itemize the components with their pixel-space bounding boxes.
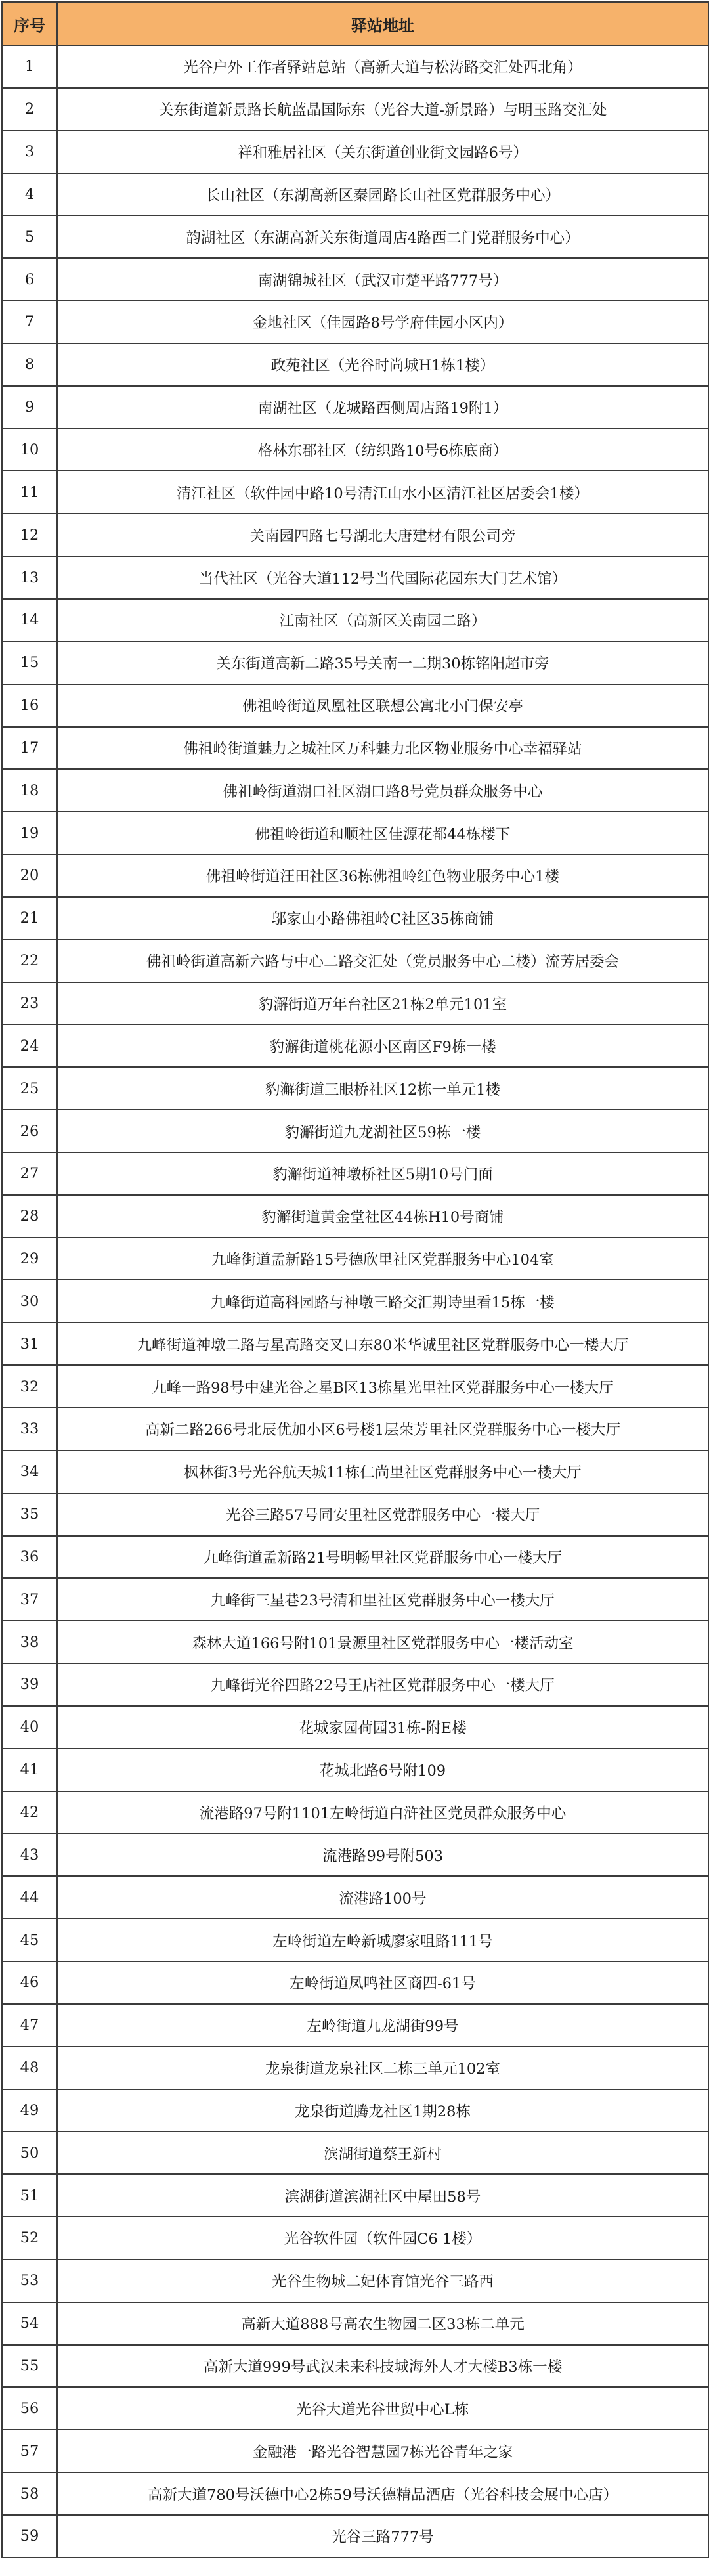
table-body bbox=[2, 45, 708, 2558]
table-row bbox=[2, 642, 708, 684]
row-address: 光谷生物城二妃体育馆光谷三路西 bbox=[57, 2259, 708, 2302]
table-row bbox=[2, 2174, 708, 2217]
table-row bbox=[2, 2131, 708, 2174]
table-row bbox=[2, 812, 708, 854]
table-row bbox=[2, 1876, 708, 1919]
table-row bbox=[2, 258, 708, 301]
row-number: 28 bbox=[2, 1195, 57, 1238]
row-number: 4 bbox=[2, 173, 57, 216]
row-number: 15 bbox=[2, 642, 57, 684]
table-row bbox=[2, 1238, 708, 1280]
table-row bbox=[2, 940, 708, 982]
row-address: 流港路97号附1101左岭街道白浒社区党员群众服务中心 bbox=[57, 1791, 708, 1834]
row-address: 祥和雅居社区（关东街道创业街文园路6号） bbox=[57, 131, 708, 173]
row-address: 豹澥街道神墩桥社区5期10号门面 bbox=[57, 1152, 708, 1195]
table-row bbox=[2, 769, 708, 812]
row-number: 33 bbox=[2, 1408, 57, 1451]
table-row bbox=[2, 599, 708, 642]
table-row bbox=[2, 1791, 708, 1834]
row-number: 19 bbox=[2, 812, 57, 854]
row-address: 佛祖岭街道凤凰社区联想公寓北小门保安亭 bbox=[57, 684, 708, 727]
table-header-row bbox=[2, 2, 708, 45]
header-no: 序号 bbox=[2, 2, 57, 45]
row-number: 54 bbox=[2, 2302, 57, 2345]
row-address: 滨湖街道滨湖社区中屋田58号 bbox=[57, 2174, 708, 2217]
table-row bbox=[2, 2472, 708, 2515]
table-row bbox=[2, 2089, 708, 2132]
row-address: 江南社区（高新区关南园二路） bbox=[57, 599, 708, 642]
table-row bbox=[2, 1067, 708, 1110]
row-address: 佛祖岭街道高新六路与中心二路交汇处（党员服务中心二楼）流芳居委会 bbox=[57, 940, 708, 982]
row-address: 佛祖岭街道湖口社区湖口路8号党员群众服务中心 bbox=[57, 769, 708, 812]
table-row bbox=[2, 1280, 708, 1322]
row-number: 17 bbox=[2, 727, 57, 770]
row-address: 高新大道999号武汉未来科技城海外人才大楼B3栋一楼 bbox=[57, 2345, 708, 2388]
table-row bbox=[2, 897, 708, 940]
row-address: 流港路99号附503 bbox=[57, 1833, 708, 1876]
table-row bbox=[2, 1024, 708, 1067]
table-row bbox=[2, 684, 708, 727]
row-number: 5 bbox=[2, 215, 57, 258]
table-row bbox=[2, 386, 708, 429]
row-number: 7 bbox=[2, 301, 57, 343]
table-row bbox=[2, 2430, 708, 2472]
row-address: 九峰街道孟新路15号德欣里社区党群服务中心104室 bbox=[57, 1238, 708, 1280]
row-address: 龙泉街道腾龙社区1期28栋 bbox=[57, 2089, 708, 2132]
table-row bbox=[2, 513, 708, 556]
row-number: 47 bbox=[2, 2004, 57, 2047]
table-row bbox=[2, 1706, 708, 1749]
row-number: 29 bbox=[2, 1238, 57, 1280]
table-row bbox=[2, 131, 708, 173]
row-address: 佛祖岭街道和顺社区佳源花都44栋楼下 bbox=[57, 812, 708, 854]
row-number: 26 bbox=[2, 1110, 57, 1152]
row-number: 8 bbox=[2, 343, 57, 386]
row-number: 30 bbox=[2, 1280, 57, 1322]
row-number: 36 bbox=[2, 1536, 57, 1579]
row-address: 光谷三路777号 bbox=[57, 2515, 708, 2558]
row-number: 56 bbox=[2, 2387, 57, 2430]
row-number: 35 bbox=[2, 1493, 57, 1536]
table-row bbox=[2, 1833, 708, 1876]
row-number: 11 bbox=[2, 471, 57, 513]
table-row bbox=[2, 2004, 708, 2047]
row-address: 南湖锦城社区（武汉市楚平路777号） bbox=[57, 258, 708, 301]
row-number: 40 bbox=[2, 1706, 57, 1749]
table-row bbox=[2, 2047, 708, 2089]
table-row bbox=[2, 88, 708, 131]
row-address: 流港路100号 bbox=[57, 1876, 708, 1919]
row-number: 45 bbox=[2, 1919, 57, 1961]
row-number: 59 bbox=[2, 2515, 57, 2558]
row-number: 14 bbox=[2, 599, 57, 642]
row-number: 20 bbox=[2, 854, 57, 897]
row-address: 佛祖岭街道汪田社区36栋佛祖岭红色物业服务中心1楼 bbox=[57, 854, 708, 897]
header-address: 驿站地址 bbox=[57, 2, 708, 45]
row-address: 豹澥街道九龙湖社区59栋一楼 bbox=[57, 1110, 708, 1152]
row-address: 韵湖社区（东湖高新关东街道周店4路西二门党群服务中心） bbox=[57, 215, 708, 258]
row-number: 21 bbox=[2, 897, 57, 940]
row-address: 格林东郡社区（纺织路10号6栋底商） bbox=[57, 429, 708, 471]
row-address: 邬家山小路佛祖岭C社区35栋商铺 bbox=[57, 897, 708, 940]
row-number: 12 bbox=[2, 513, 57, 556]
table-row bbox=[2, 982, 708, 1025]
row-number: 31 bbox=[2, 1322, 57, 1365]
row-number: 32 bbox=[2, 1365, 57, 1408]
row-address: 南湖社区（龙城路西侧周店路19附1） bbox=[57, 386, 708, 429]
row-address: 金地社区（佳园路8号学府佳园小区内） bbox=[57, 301, 708, 343]
row-number: 18 bbox=[2, 769, 57, 812]
row-address: 光谷三路57号同安里社区党群服务中心一楼大厅 bbox=[57, 1493, 708, 1536]
table-row bbox=[2, 1578, 708, 1621]
row-number: 6 bbox=[2, 258, 57, 301]
row-number: 16 bbox=[2, 684, 57, 727]
row-address: 高新二路266号北辰优加小区6号楼1层荣芳里社区党群服务中心一楼大厅 bbox=[57, 1408, 708, 1451]
table-row bbox=[2, 854, 708, 897]
row-number: 39 bbox=[2, 1663, 57, 1706]
table-row bbox=[2, 343, 708, 386]
row-number: 42 bbox=[2, 1791, 57, 1834]
table-row bbox=[2, 215, 708, 258]
row-address: 九峰街三星巷23号清和里社区党群服务中心一楼大厅 bbox=[57, 1578, 708, 1621]
row-address: 左岭街道凤鸣社区商四-61号 bbox=[57, 1961, 708, 2004]
row-address: 花城北路6号附109 bbox=[57, 1749, 708, 1791]
row-number: 55 bbox=[2, 2345, 57, 2388]
table-row bbox=[2, 2302, 708, 2345]
row-address: 九峰街光谷四路22号王店社区党群服务中心一楼大厅 bbox=[57, 1663, 708, 1706]
row-address: 光谷户外工作者驿站总站（高新大道与松涛路交汇处西北角） bbox=[57, 45, 708, 88]
row-address: 左岭街道左岭新城廖家咀路111号 bbox=[57, 1919, 708, 1961]
row-number: 53 bbox=[2, 2259, 57, 2302]
table-row bbox=[2, 1322, 708, 1365]
row-number: 3 bbox=[2, 131, 57, 173]
table-row bbox=[2, 1195, 708, 1238]
row-address: 枫林街3号光谷航天城11栋仁尚里社区党群服务中心一楼大厅 bbox=[57, 1451, 708, 1493]
row-address: 九峰街道孟新路21号明畅里社区党群服务中心一楼大厅 bbox=[57, 1536, 708, 1579]
row-address: 高新大道780号沃德中心2栋59号沃德精品酒店（光谷科技会展中心店） bbox=[57, 2472, 708, 2515]
table-row bbox=[2, 1621, 708, 1663]
table-row bbox=[2, 727, 708, 770]
table-row bbox=[2, 1536, 708, 1579]
table-row bbox=[2, 1663, 708, 1706]
row-address: 关东街道新景路长航蓝晶国际东（光谷大道-新景路）与明玉路交汇处 bbox=[57, 88, 708, 131]
table-row bbox=[2, 1961, 708, 2004]
table-row bbox=[2, 1749, 708, 1791]
row-address: 豹澥街道万年台社区21栋2单元101室 bbox=[57, 982, 708, 1025]
row-number: 52 bbox=[2, 2217, 57, 2259]
table-row bbox=[2, 1451, 708, 1493]
table-row bbox=[2, 1365, 708, 1408]
row-address: 森林大道166号附101景源里社区党群服务中心一楼活动室 bbox=[57, 1621, 708, 1663]
table-row bbox=[2, 173, 708, 216]
table-row bbox=[2, 2387, 708, 2430]
table-row bbox=[2, 45, 708, 88]
row-number: 24 bbox=[2, 1024, 57, 1067]
row-address: 政苑社区（光谷时尚城H1栋1楼） bbox=[57, 343, 708, 386]
table-row bbox=[2, 1919, 708, 1961]
row-number: 1 bbox=[2, 45, 57, 88]
row-number: 48 bbox=[2, 2047, 57, 2089]
row-number: 51 bbox=[2, 2174, 57, 2217]
row-address: 豹澥街道三眼桥社区12栋一单元1楼 bbox=[57, 1067, 708, 1110]
row-address: 长山社区（东湖高新区秦园路长山社区党群服务中心） bbox=[57, 173, 708, 216]
table-row bbox=[2, 429, 708, 471]
row-address: 关东街道高新二路35号关南一二期30栋铭阳超市旁 bbox=[57, 642, 708, 684]
row-address: 清江社区（软件园中路10号清江山水小区清江社区居委会1楼） bbox=[57, 471, 708, 513]
table-row bbox=[2, 1408, 708, 1451]
row-number: 9 bbox=[2, 386, 57, 429]
table-row bbox=[2, 471, 708, 513]
row-address: 豹澥街道桃花源小区南区F9栋一楼 bbox=[57, 1024, 708, 1067]
row-number: 27 bbox=[2, 1152, 57, 1195]
row-address: 佛祖岭街道魅力之城社区万科魅力北区物业服务中心幸福驿站 bbox=[57, 727, 708, 770]
row-number: 43 bbox=[2, 1833, 57, 1876]
row-address: 当代社区（光谷大道112号当代国际花园东大门艺术馆） bbox=[57, 556, 708, 599]
row-number: 13 bbox=[2, 556, 57, 599]
row-address: 高新大道888号高农生物园二区33栋二单元 bbox=[57, 2302, 708, 2345]
row-number: 49 bbox=[2, 2089, 57, 2132]
row-address: 花城家园荷园31栋-附E楼 bbox=[57, 1706, 708, 1749]
row-number: 38 bbox=[2, 1621, 57, 1663]
row-number: 57 bbox=[2, 2430, 57, 2472]
row-address: 九峰街道神墩二路与星高路交叉口东80米华诚里社区党群服务中心一楼大厅 bbox=[57, 1322, 708, 1365]
table-row bbox=[2, 2217, 708, 2259]
row-address: 光谷大道光谷世贸中心L栋 bbox=[57, 2387, 708, 2430]
row-number: 50 bbox=[2, 2131, 57, 2174]
row-address: 关南园四路七号湖北大唐建材有限公司旁 bbox=[57, 513, 708, 556]
row-address: 九峰一路98号中建光谷之星B区13栋星光里社区党群服务中心一楼大厅 bbox=[57, 1365, 708, 1408]
row-address: 九峰街道高科园路与神墩三路交汇期诗里看15栋一楼 bbox=[57, 1280, 708, 1322]
table-row bbox=[2, 301, 708, 343]
row-number: 23 bbox=[2, 982, 57, 1025]
row-address: 豹澥街道黄金堂社区44栋H10号商铺 bbox=[57, 1195, 708, 1238]
table-row bbox=[2, 1493, 708, 1536]
station-address-table bbox=[1, 1, 709, 2558]
row-number: 37 bbox=[2, 1578, 57, 1621]
row-address: 金融港一路光谷智慧园7栋光谷青年之家 bbox=[57, 2430, 708, 2472]
table-row bbox=[2, 2259, 708, 2302]
row-number: 46 bbox=[2, 1961, 57, 2004]
row-number: 2 bbox=[2, 88, 57, 131]
row-number: 34 bbox=[2, 1451, 57, 1493]
table-row bbox=[2, 2515, 708, 2558]
row-number: 22 bbox=[2, 940, 57, 982]
table-row bbox=[2, 2345, 708, 2388]
row-number: 58 bbox=[2, 2472, 57, 2515]
row-number: 10 bbox=[2, 429, 57, 471]
row-address: 龙泉街道龙泉社区二栋三单元102室 bbox=[57, 2047, 708, 2089]
row-number: 44 bbox=[2, 1876, 57, 1919]
row-address: 光谷软件园（软件园C6 1楼） bbox=[57, 2217, 708, 2259]
table-row bbox=[2, 1110, 708, 1152]
row-address: 左岭街道九龙湖街99号 bbox=[57, 2004, 708, 2047]
table-row bbox=[2, 556, 708, 599]
row-number: 25 bbox=[2, 1067, 57, 1110]
row-address: 滨湖街道蔡王新村 bbox=[57, 2131, 708, 2174]
row-number: 41 bbox=[2, 1749, 57, 1791]
table-row bbox=[2, 1152, 708, 1195]
